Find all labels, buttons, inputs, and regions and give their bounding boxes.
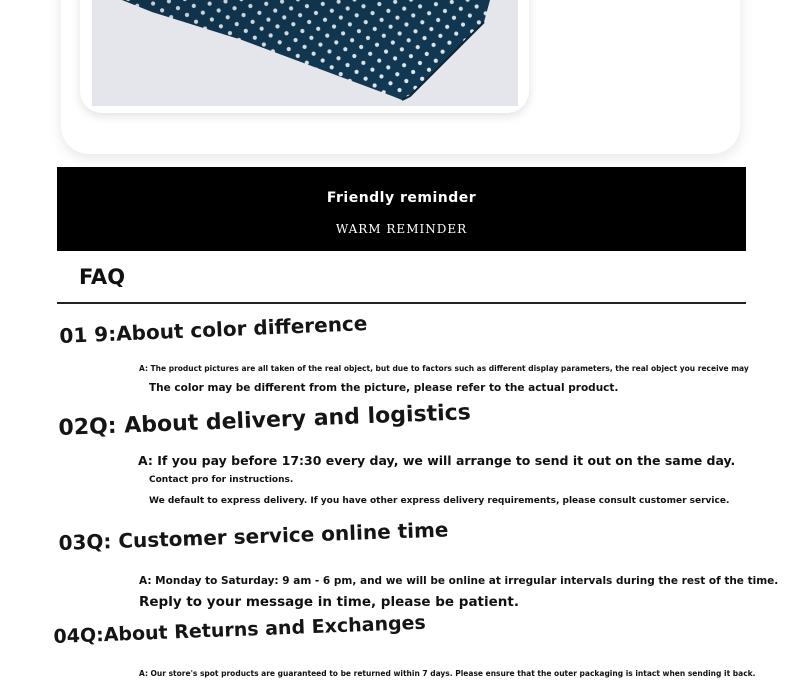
faq-answer-delivery-line3: We default to express delivery. If you have other express delivery requirements, please consult customer service. <box>149 496 730 506</box>
faq-question-returns: 04Q:About Returns and Exchanges <box>53 611 427 648</box>
faq-answer-delivery-line2: Contact pro for instructions. <box>149 475 294 485</box>
faq-answer-color-line1: A: The product pictures are all taken of the real object, but due to factors such as different display parameters, the real object you receive may <box>139 364 749 373</box>
faq-question-service-time: 03Q: Customer service online time <box>58 517 449 555</box>
faq-question-delivery: 02Q: About delivery and logistics <box>58 400 472 441</box>
banner-title: Friendly reminder <box>326 190 477 206</box>
faq-answer-color-line2: The color may be different from the picture, please refer to the actual product. <box>149 382 619 394</box>
faq-answer-returns-line1: A: Our store's spot products are guaranteed to be returned within 7 days. Please ensure that the outer packaging is intact when sending it back. <box>139 669 756 678</box>
faq-title: FAQ <box>79 265 126 289</box>
product-photo <box>92 0 518 106</box>
faq-answer-service-time-line1: A: Monday to Saturday: 9 am - 6 pm, and we will be online at irregular intervals during the rest of the time. <box>139 575 779 587</box>
faq-divider <box>57 302 746 304</box>
polka-dot-fabric-image <box>92 0 518 106</box>
banner-subtitle: WARM REMINDER <box>335 222 468 236</box>
faq-answer-service-time-line2: Reply to your message in time, please be patient. <box>139 594 519 610</box>
faq-question-color: 01 9:About color difference <box>58 311 368 348</box>
faq-answer-delivery-line1: A: If you pay before 17:30 every day, we will arrange to send it out on the same day. <box>138 453 736 468</box>
friendly-reminder-banner <box>57 167 746 251</box>
